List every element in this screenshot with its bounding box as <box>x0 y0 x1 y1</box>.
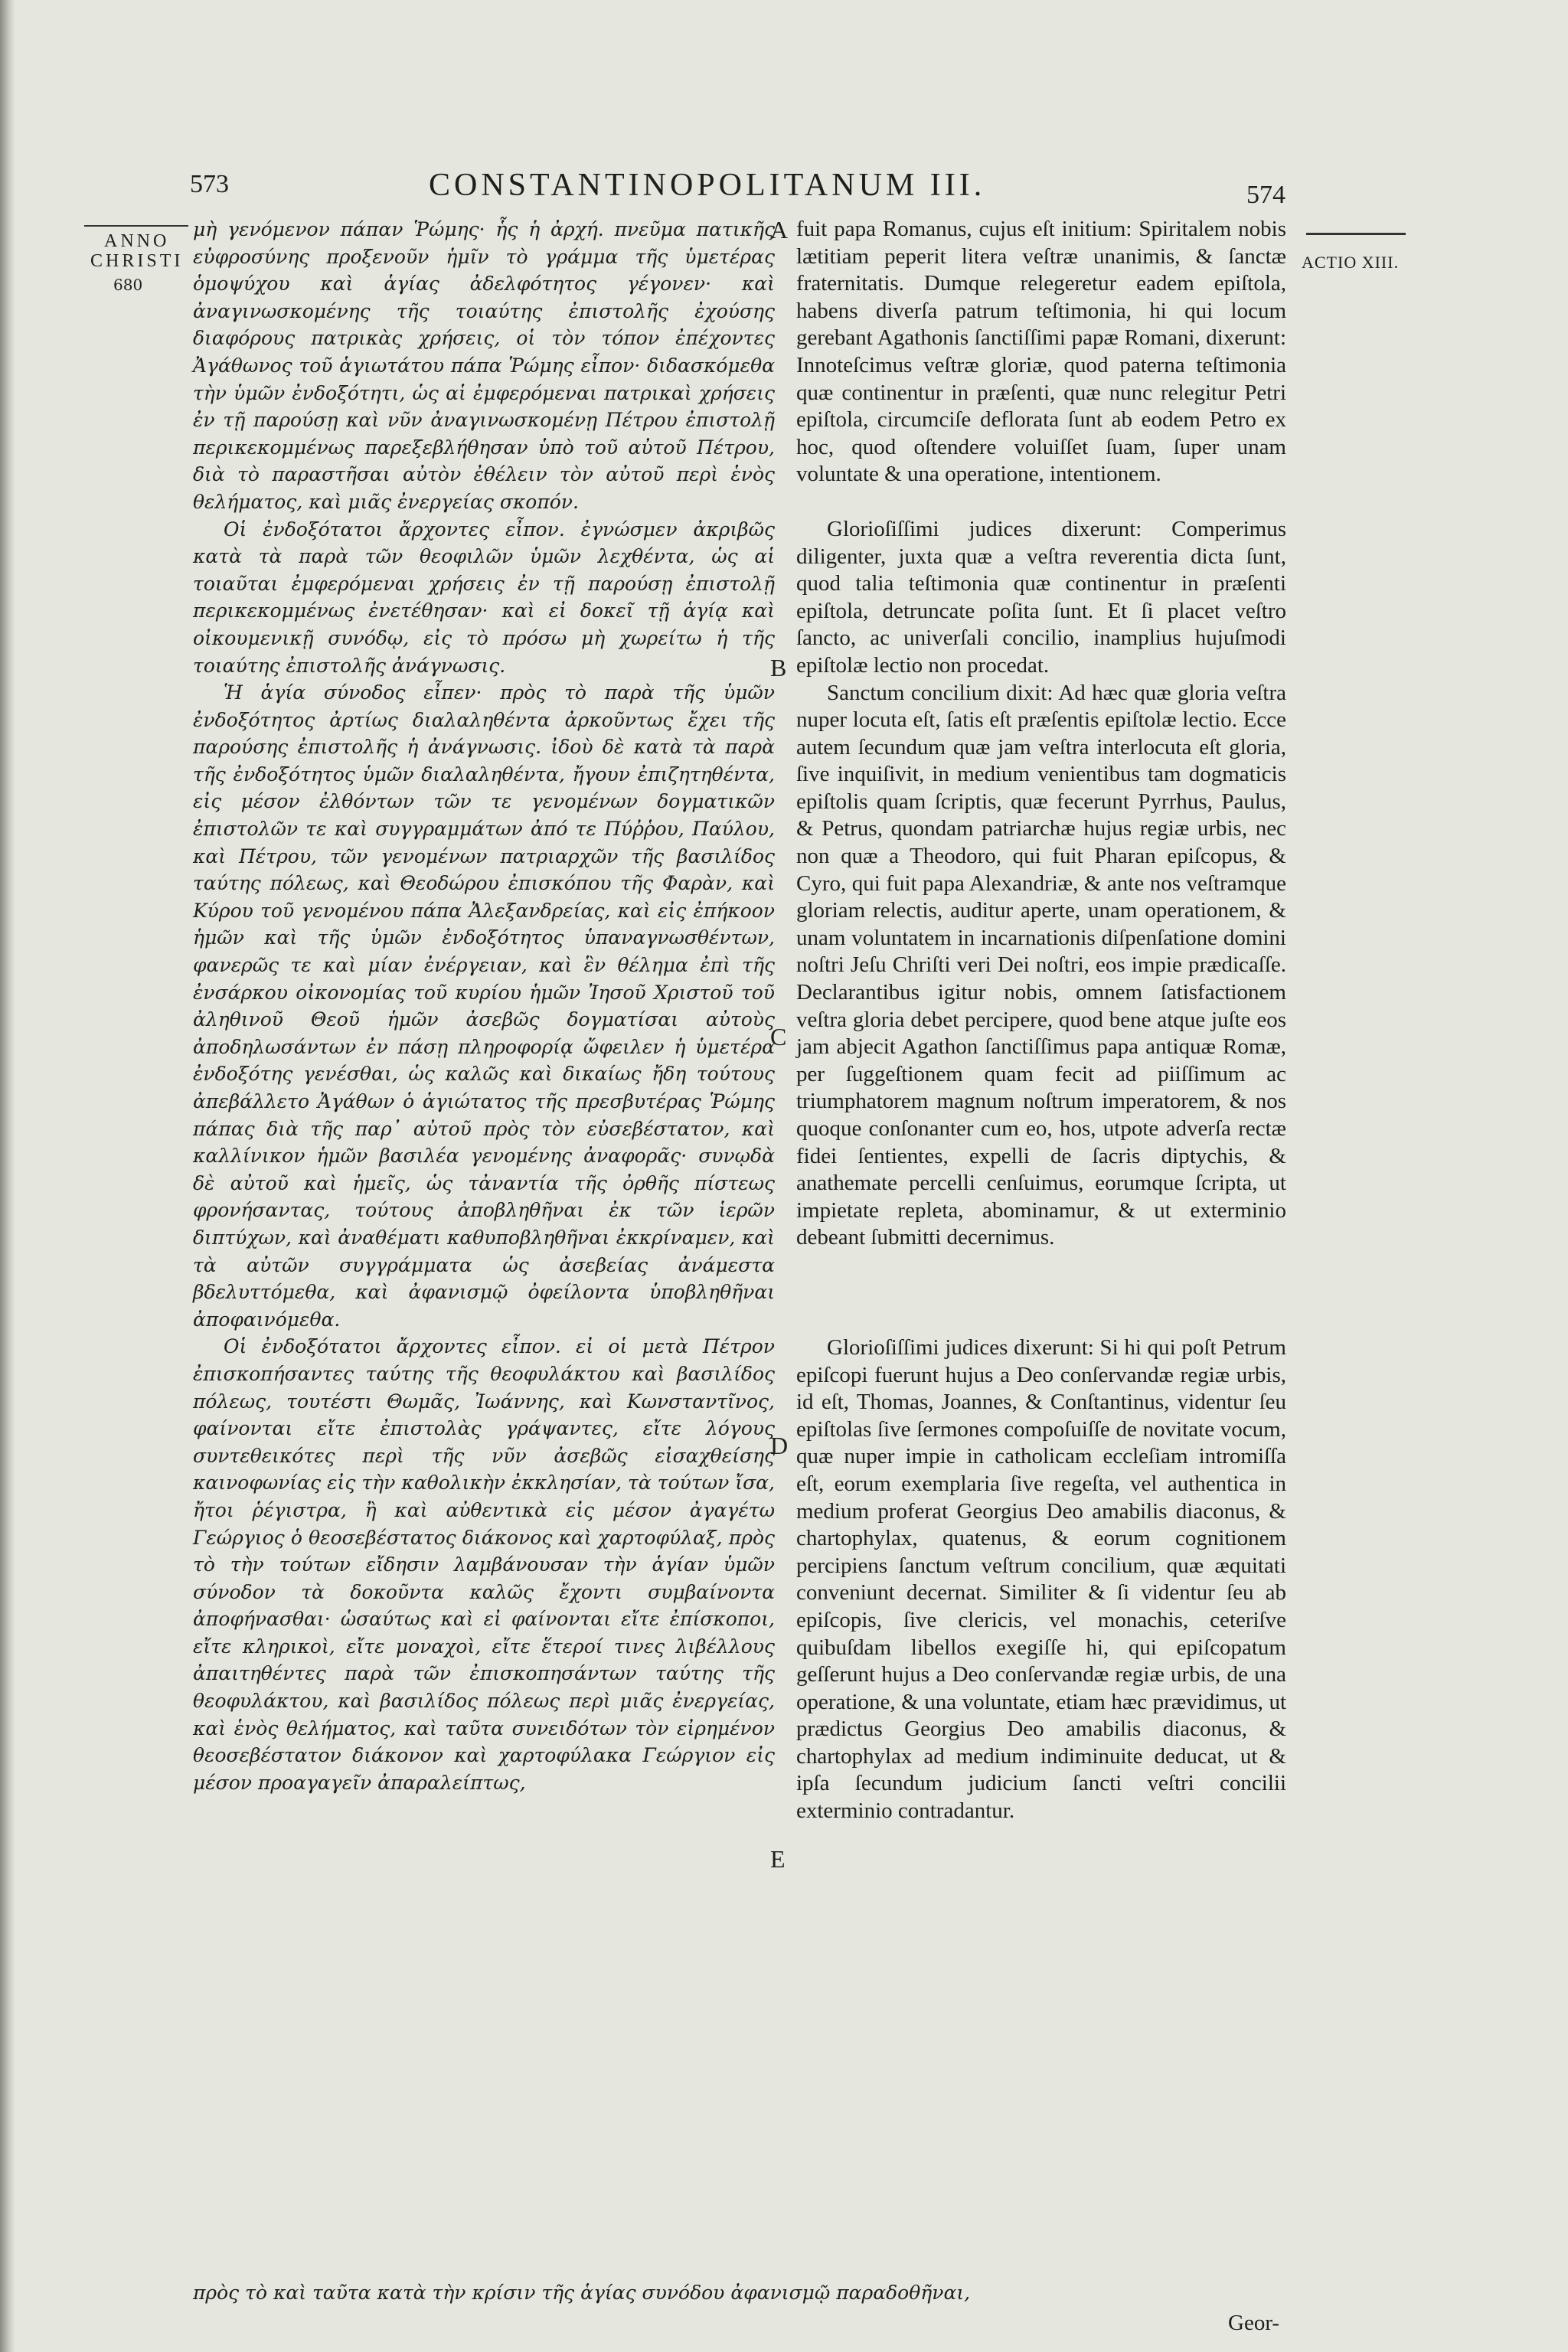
greek-paragraph-3: Ἡ ἁγία σύνοδος εἶπεν· πρὸς τὸ παρὰ τῆς ὑμῶν ἐνδοξότητος ἀρτίως διαλαληθέντα ἀρκοῦντως ἔχει τῆς παρούσης ἐπιστολῆς ἡ ἀνάγνωσις. ἰδοὺ δὲ κατὰ τὰ παρὰ τῆς ἐνδοξότητος ὑμῶν διαλαληθέντα, ἤγουν ἐπιζητηθέντα, εἰς μέσον ἐλθόντων τῶν τε γενομένων δογματικῶν ἐπιστολῶν τε καὶ συγγραμμάτων ἀπό τε Πύῤῥου, Παύλου, καὶ Πέτρου, τῶν γενομένων πατριαρχῶν τῆς βασιλίδος ταύτης πόλεως, καὶ Θεοδώρου ἐπισκόπου τῆς Φαρὰν, καὶ Κύρου τοῦ γενομένου πάπα Ἀλεξανδρείας, καὶ εἰς ἐπήκοον ἡμῶν καὶ τῆς ὑμῶν ἐνδοξότητος ὑπαναγνωσθέντων, φανερῶς τε καὶ μίαν ἐνέργειαν, καὶ ἓν θέλημα ἐπὶ τῆς ἐνσάρκου οἰκονομίας τοῦ κυρίου ἡμῶν Ἰησοῦ Χριστοῦ τοῦ ἀληθινοῦ Θεοῦ ἡμῶν ἀσεβῶς δογματίσαι αὐτοὺς ἀποδηλωσάντων ἐν πάσῃ πληροφορίᾳ ὤφειλεν ἡ ὑμετέρα ἐνδοξότης γενέσθαι, ὡς καλῶς καὶ δικαίως ἤδη τούτους ἀπεβάλλετο Ἀγάθων ὁ ἁγιώτατος τῆς πρεσβυτέρας Ῥώμης πάπας διὰ τῆς παρ᾽ αὐτοῦ πρὸς τὸν εὐσεβέστατον, καὶ καλλίνικον ἡμῶν βασιλέα γενομένης ἀναφορᾶς· συνῳδὰ δὲ αὐτοῦ καὶ ἡμεῖς, ὡς τἀναντία τῆς ὀρθῆς πίστεως φρονήσαντας, τούτους ἀποβληθῆναι ἐκ τῶν ἱερῶν διπτύχων, καὶ ἀναθέματι καθυποβληθῆναι ἐκκρίναμεν, καὶ τὰ αὐτῶν συγγράμματα ὡς ἀσεβείας ἀνάμεστα βδελυττόμεθα, καὶ ἀφανισμῷ ὀφείλοντα ὑποβληθῆναι ἀποφαινόμεθα. <box>193 681 775 1331</box>
margin-christi: CHRISTI <box>90 251 184 271</box>
latin-text-column <box>796 216 1286 1825</box>
section-marker-b: B <box>770 654 787 681</box>
greek-text-column <box>193 216 775 1796</box>
latin-paragraph-2: Glorioſiſſimi judices dixerunt: Comperimus diligenter, juxta quæ a veſtra reverentia dicta ſunt, quod talia teſtimonia quæ continentur in præſenti epiſtola, detruncate poſita ſunt. Et ſi placet veſtro ſancto, ac univerſali concilio, inamplius hujuſmodi epiſtolæ lectio non procedat. <box>796 516 1286 678</box>
latin-paragraph-3: Sanctum concilium dixit: Ad hæc quæ gloria veſtra nuper locuta eſt, ſatis eſt præſentis epiſtolæ lectio. Ecce autem ſecundum quæ jam veſtra interlocuta eſt gloria, ſive inquiſivit, in medium venientibus tam dogmaticis epiſtolis quam ſcriptis, quæ fecerunt Pyrrhus, Paulus, & Petrus, quondam patriarchæ hujus regiæ urbis, nec non quæ a Theodoro, qui fuit Pharan epiſcopus, & Cyro, qui fuit papa Alexandriæ, & ante nos veſtramque gloriam relectis, auditur aperte, unam operationem, & unam voluntatem in incarnationis diſpenſatione domini noſtri Jeſu Chriſti veri Dei noſtri, eos impie prædicaſſe. Declarantibus igitur nobis, omnem ſatisfactionem veſtra gloria debet percipere, quod bene atque juſte eos jam abjecit Agathon ſanctiſſimus papa antiquæ Romæ, per ſuggeſtionem quam fecit ad piiſſimum ac triumphatorem magnum noſtrum imperatorem, & nos quoque conſonanter cum eo, hos, utpote adverſa rectæ fidei ſentientes, expelli de ſacris diptychis, & anathemate percelli cenſuimus, eorumque ſcripta, ut impietate repleta, abominamur, & ut exterminio debeant ſubmitti decernimus. <box>796 680 1286 1250</box>
greek-paragraph-4: Οἱ ἐνδοξότατοι ἄρχοντες εἶπον. εἰ οἱ μετὰ Πέτρον ἐπισκοπήσαντες ταύτης τῆς θεοφυλάκτου καὶ βασιλίδος πόλεως, τουτέστι Θωμᾶς, Ἰωάννης, καὶ Κωνσταντῖνος, φαίνονται εἴτε ἐπιστολὰς γράψαντες, εἴτε λόγους συντεθεικότες περὶ τῆς νῦν ἀσεβῶς εἰσαχθείσης καινοφωνίας εἰς τὴν καθολικὴν ἐκκλησίαν, τὰ τούτων ἴσα, ἤτοι ῥέγιστρα, ἢ καὶ αὐθεντικὰ εἰς μέσον ἀγαγέτω Γεώργιος ὁ θεοσεβέστατος διάκονος καὶ χαρτοφύλαξ, πρὸς τὸ τὴν τούτων εἴδησιν λαμβάνουσαν τὴν ἁγίαν ὑμῶν σύνοδον τὰ δοκοῦντα καλῶς ἔχοντι συμβαίνοντα ἀποφήνασθαι· ὡσαύτως καὶ εἰ φαίνονται εἴτε ἐπίσκοποι, εἴτε κληρικοὶ, εἴτε μοναχοὶ, εἴτε ἕτεροί τινες λιβέλλους ἀπαιτηθέντες παρὰ τῶν ἐπισκοπησάντων ταύτης τῆς θεοφυλάκτου, καὶ βασιλίδος πόλεως περὶ μιᾶς ἐνεργείας, καὶ ἑνὸς θελήματος, καὶ ταῦτα συνειδότων τὸν εἰρημένον θεοσεβέστατον διάκονον καὶ χαρτοφύλακα Γεώργιον εἰς μέσον προαγαγεῖν ἀπαραλείπτως, <box>193 1335 775 1794</box>
margin-year: 680 <box>113 276 143 294</box>
page-number-left: 573 <box>190 170 229 198</box>
page-number-right: 574 <box>1246 181 1285 209</box>
greek-paragraph-1: μὴ γενόμενον πάπαν Ῥώμης· ἧς ἡ ἀρχή. πνεῦμα πατικῆς εὐφροσύνης προξενοῦν ἡμῖν τὸ γράμμα τῆς ὑμετέρας ὁμοψύχου καὶ ἁγίας ἀδελφότητος γέγονεν· καὶ ἀναγινωσκομένης τῆς τοιαύτης ἐπιστολῆς ἐχούσης διαφόρους πατρικὰς χρήσεις, οἱ τὸν τόπον ἐπέχοντες Ἀγάθωνος τοῦ ἁγιωτάτου πάπα Ῥώμης εἶπον· διδασκόμεθα τὴν ὑμῶν ἐνδοξότητι, ὡς αἱ ἐμφερόμεναι πατρικαὶ χρήσεις ἐν τῇ παρούσῃ καὶ νῦν ἀναγινωσκομένῃ Πέτρου ἐπιστολῇ περικεκομμένως παρεξεβλήθησαν ὑπὸ τοῦ αὐτοῦ Πέτρου, διὰ τὸ παραστῆσαι αὐτὸν ἐθέλειν τὸν αὐτοῦ περὶ ἑνὸς θελήματος, καὶ μιᾶς ἐνεργείας σκοπόν. <box>193 218 775 513</box>
paragraph-gap <box>796 488 1286 516</box>
paragraph-gap-large <box>796 1252 1286 1334</box>
margin-note-actio: ACTIO XIII. <box>1302 253 1400 272</box>
margin-note-anno-christi <box>90 231 183 271</box>
latin-paragraph-1: fuit papa Romanus, cujus eſt initium: Spiritalem nobis lætitiam peperit litera veſtræ unanimis, & ſanctæ fraternitatis. Dumque relegeretur eadem epiſtola, habens diverſa patrum teſtimonia, hi qui locum gerebant Agathonis ſanctiſſimi papæ Romani, dixerunt: Innoteſcimus veſtræ gloriæ, quod paterna teſtimonia quæ continentur in præſenti, quæ nunc relegitur Petri epiſtola, circumciſe deflorata ſunt ab eodem Petro ex hoc, quod oſtendere voluiſſet ſuam, ſuper unam voluntate & una operatione, intentionem. <box>796 217 1286 487</box>
section-marker-e: E <box>770 1845 786 1873</box>
running-title: CONSTANTINOPOLITANUM III. <box>429 168 986 203</box>
greek-closing-line: πρὸς τὸ καὶ ταῦτα κατὰ τὴν κρίσιν τῆς ἁγίας συνόδου ἀφανισμῷ παραδοθῆναι, <box>193 2282 971 2304</box>
margin-anno: ANNO <box>104 231 170 251</box>
latin-paragraph-4: Glorioſiſſimi judices dixerunt: Si hi qui poſt Petrum epiſcopi fuerunt hujus a Deo conſervandæ regiæ urbis, id eſt, Thomas, Joannes, & Conſtantinus, videntur ſeu epiſtolas ſive ſermones compoſuiſſe de novitate vocum, quæ nuper impie in catholicam eccleſiam intromiſſa eſt, eorum exemplaria ſive regeſta, vel authentica in medium proferat Georgius Deo amabilis diaconus, & chartophylax, quatenus, & eorum cognitionem percipiens ſanctum veſtrum concilium, quæ æquitati conveniunt decernat. Similiter & ſi videntur ſeu ab epiſcopis, ſive clericis, vel monachis, ceteriſve quibuſdam libellos exegiſſe hi, qui epiſcopatum geſſerunt hujus a Deo conſervandæ regiæ urbis, de una operatione, & una voluntate, etiam hæc prævidimus, ut prædictus Georgius Deo amabilis diaconus, & chartophylax ad medium indiminuite deducat, ut & ipſa ſecundum judicium ſancti veſtri concilii exterminio contradantur. <box>796 1334 1286 1824</box>
section-marker-c: C <box>770 1023 787 1050</box>
margin-rule-left <box>84 225 188 227</box>
page-binding-shadow <box>0 0 15 2352</box>
greek-paragraph-2: Οἱ ἐνδοξότατοι ἄρχοντες εἶπον. ἐγνώσμεν ἀκριβῶς κατὰ τὰ παρὰ τῶν θεοφιλῶν ὑμῶν λεχθέντα, ὡς αἱ τοιαῦται ἐμφερόμεναι χρήσεις ἐν τῇ παρούσῃ ἐπιστολῇ περικεκομμένως ἐνετέθησαν· καὶ εἰ δοκεῖ τῇ ἁγίᾳ καὶ οἰκουμενικῇ συνόδῳ, εἰς τὸ πρόσω μὴ χωρείτω ἡ τῆς τοιαύτης ἐπιστολῆς ἀνάγνωσις. <box>193 518 775 677</box>
section-marker-a: A <box>770 216 789 243</box>
catchword: Geor- <box>1228 2311 1280 2335</box>
section-marker-d: D <box>770 1432 789 1459</box>
margin-rule-right <box>1306 233 1406 235</box>
